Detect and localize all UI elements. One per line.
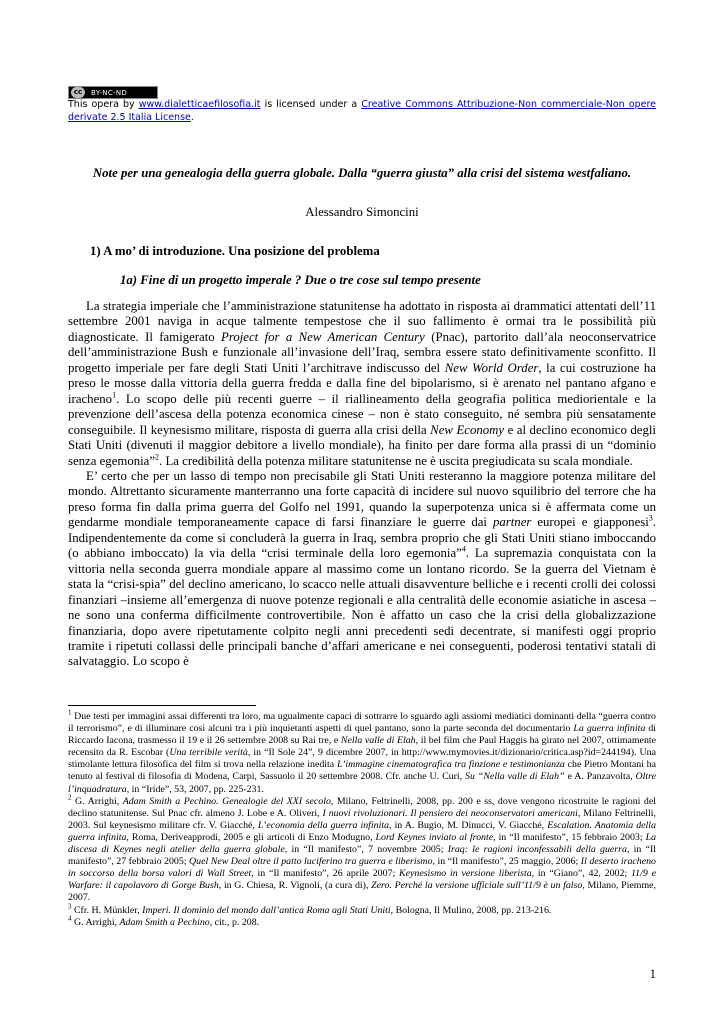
footnotes — [68, 708, 657, 929]
footnote-2: $^2$ G. Arrighi, Adam Smith a Pechino. Genealogie del XXI secolo, Milano, Feltrinelli, 2008, pp. 200 e ss, dove vengono ricostruite le ragioni del declino statunitense. Sul Pnac cfr. almeno J. Lobe e A. Oliveri, I nuovi rivoluzionari. Il pensiero dei neoconservatori americani, Milano Feltrinelli, 2003. Sul keynesismo militare cfr. V. Giacché, L’economia della guerra infinita, in A. Bugio, M. Dinucci, V. Giacché, Escalation. Anatomia della guerra infinita, Roma, Deriveapprodi, 2005 e gli articoli di Enzo Modugno, Lord Keynes inviato al fronte, in “Il manifesto”, 15 febbraio 2003; La discesa di Keynes negli atelier della guerra globale, in “Il manifesto”, 7 novembre 2005; Iraq: le ragioni inconfessabili della guerra, in “Il manifesto”, 27 febbraio 2005; Quel New Deal oltre il patto luciferino tra guerra e liberismo, in “Il manifesto”, 25 maggio, 2006; Il deserto iracheno in soccorso della borsa valori di Wall Street, in “Il manifesto”, 26 aprile 2007; Keynesismo in versione liberista, in “Giano”, 42, 2002; 11/9 e Warfare: il capolavoro di Gorge Bush, in G. Chiesa, R. Vignoli, (a cura di), Zero. Perché la versione ufficiale sull’11/9 è un falso, Milano, Piemme, 2007. — [68, 793, 657, 904]
paragraph-1: La strategia imperiale che l’amministrazione statunitense ha adottato in risposta ai drammatici attentati dell’11 settembre 2001 naviga in acque talmente tempestose che il suo fallimento è ormai tra le possibilità più diagnosticate. Il famigerato Project for a New American Century (Pnac), partorito dall’ala neoconservatrice dell’amministrazione Bush e funzionale all’invasione dell’Iraq, sembra essere stato definitivamente sconfitto. Il progetto imperiale per fare degli Stati Uniti l’architrave indiscusso del New World Order, la cui costruzione ha preso le mosse dalla vittoria della guerra fredda e dalla fine del bipolarismo, si è arenato nel pantano afgano e iracheno$^1$. Lo scopo delle più recenti guerre – il riallineamento della geografia politica mediorientale e la prevenzione dell’ascesa della potenza economica cinese – non è stato conseguito, né sembra più sensatamente conseguibile. Il keynesismo militare, risposta di guerra alla crisi della New Economy e al declino economico degli Stati Uniti (divenuti il maggior debitore a livello mondiale), ha finito per dare forma alla prassi di un “dominio senza egemonia”$^2$. La credibilità della potenza militare statunitense ne è uscita pregiudicata su scala mondiale. — [68, 299, 656, 468]
cc-logo-icon: cc — [71, 87, 85, 98]
section-heading: 1) A mo’ di introduzione. Una posizione del problema — [90, 244, 380, 258]
document-title: Note per una genealogia della guerra globale. Dalla “guerra giusta” alla crisi del sistema westfaliano. — [92, 166, 632, 180]
creative-commons-badge[interactable] — [68, 86, 158, 99]
footnote-ref-2[interactable]: 2 — [155, 452, 160, 462]
footnote-1: $^1$ Due testi per immagini assai differenti tra loro, ma ugualmente capaci di sottrarre lo sguardo agli assiomi mediatici dominanti della “guerra contro il terrorismo”, e di illuminare così alcuni tra i più inquietanti aspetti di quel pantano, sono la parte seconda del documentario La guerra infinita di Riccardo Iacona, trasmesso il 19 e il 26 settembre 2008 su Rai tre, e Nella valle di Elah, il bel film che Paul Haggis ha girato nel 2007, ottimamente recensito da R. Escobar (Una terribile verità, in “Il Sole 24”, 9 dicembre 2007, in http://www.mymovies.it/dizionario/critica.asp?id=244194). Una stimolante lettura filosofica del film si trova nella relazione inedita L’immagine cinematografica tra finzione e testimonianza che Pietro Montani ha tenuto al festival di filosofia di Modena, Carpi, Sassuolo il 20 settembre 2008. Cfr. anche U. Curi, Su “Nella valle di Elah” e A. Panzavolta, Oltre l’inquadratura, in “Iride”, 53, 2007, pp. 225-231. — [68, 708, 657, 795]
license-notice: This opera by www.dialetticaefilosofia.it is licensed under a Creative Commons Attribuzione-Non commerciale-Non opere derivate 2.5 Italia License. — [68, 99, 656, 123]
footnote-separator — [68, 705, 256, 706]
license-link[interactable]: Creative Commons Attribuzione-Non commerciale-Non opere derivate 2.5 Italia License — [68, 99, 656, 123]
author-name: Alessandro Simoncini — [305, 205, 419, 219]
footnote-3: $^3$ Cfr. H. Münkler, Imperi. Il dominio del mondo dall’antica Roma agli Stati Uniti, Bologna, Il Mulino, 2008, pp. 213-216. — [68, 902, 552, 916]
subsection-heading: 1a) Fine di un progetto imperale ? Due o tre cose sul tempo presente — [120, 273, 481, 287]
site-link[interactable]: www.dialetticaefilosofia.it — [138, 99, 261, 110]
cc-badge-label: BY-NC-ND — [91, 88, 128, 97]
footnote-ref-3[interactable]: 3 — [648, 514, 653, 524]
footnote-4: $^4$ G. Arrighi, Adam Smith a Pechino, cit., p. 208. — [68, 914, 260, 928]
body-text — [68, 299, 656, 670]
page-number: 1 — [649, 967, 656, 981]
footnote-ref-4[interactable]: 4 — [461, 544, 466, 554]
footnote-ref-1[interactable]: 1 — [112, 390, 117, 400]
paragraph-2: E’ certo che per un lasso di tempo non precisabile gli Stati Uniti resteranno la maggiore potenza militare del mondo. Altrettanto sicuramente manterranno una forte capacità di incidere sul nuovo squilibrio del terrore che ha preso forma fin dalla prima guerra del Golfo nel 1991, quando la superpotenza unica si è affermata come un gendarme mondiale temporaneamente capace di farsi finanziare le guerre dai partner europei e giapponesi$^3$. Indipendentemente da come si concluderà la guerra in Iraq, sembra proprio che gli Stati Uniti stiano imboccando (o abbiano imboccato) la via della “crisi terminale della loro egemonia”$^4$. La supremazia conquistata con la vittoria nella seconda guerra mondiale appare al massimo come un lontano ricordo. Se la guerra del Vietnam è stata la “crisi-spia” del declino americano, lo scacco nelle attuali disavventure belliche e i recenti crolli dei colossi finanziari –insieme all’emergenza di nuove potenze regionali e alla centralità delle economie asiatiche in ascesa – ne sono una conferma difficilmente controvertibile. Non è affatto un caso che la crisi della globalizzazione finanziaria, dopo avere ripetutamente colpito negli anni precedenti sedi decentrate, si manifesti oggi proprio tramite i ripetuti collassi delle principali banche d’affari americane e nei conseguenti, poderosi tentativi statali di salvataggio. Lo scopo è — [68, 468, 656, 669]
